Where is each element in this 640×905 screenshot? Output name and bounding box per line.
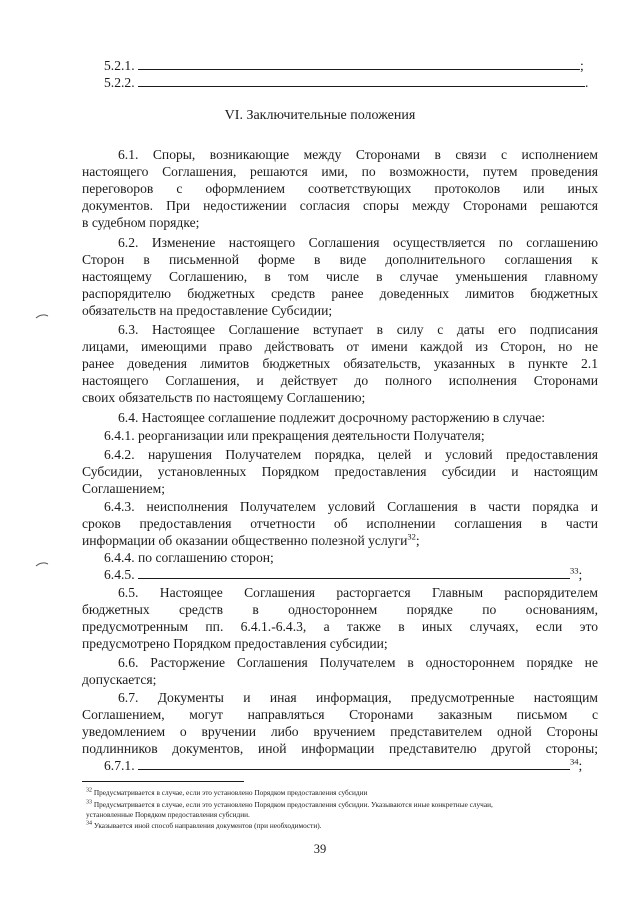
p6-3-line: лицами, имеющими право действовать от имени каждой из Сторон, но не xyxy=(82,339,598,354)
p6-5-line: бюджетных средств в одностороннем порядке по основаниям, xyxy=(82,602,598,617)
p6-7-line: подлинников документов, иной информации представителю другой стороны; xyxy=(82,741,598,756)
p6-3-line: ранее доведения лимитов бюджетных обязательств, указанных в пункте 2.1 xyxy=(82,356,598,371)
p6-7-line: 6.7. Документы и иная информация, предусмотренные настоящим xyxy=(118,690,598,705)
p6-2-line: Сторон в письменной форме в виде дополнительного соглашения к xyxy=(82,252,598,267)
p6-4-3-line-last xyxy=(82,532,420,549)
p6-3-line: своих обязательств по настоящему Соглашению; xyxy=(82,390,366,405)
p6-2-line: 6.2. Изменение настоящего Соглашения осуществляется по соглашению xyxy=(118,235,598,250)
p6-4-3-end: ; xyxy=(415,533,420,548)
item-5-2-1 xyxy=(104,57,584,74)
footnote-ref: 32 xyxy=(407,531,416,542)
blank-line xyxy=(138,757,570,770)
section-heading: VI. Заключительные положения xyxy=(224,108,416,123)
footnote-text: Указывается иной способ направления документов (при необходимости). xyxy=(92,821,322,830)
page-number: 39 xyxy=(313,842,327,856)
p6-4-3-text: информации об оказании общественно полезной услуги xyxy=(82,533,408,548)
item-number: 6.7.1. xyxy=(104,758,135,773)
p6-6-line: допускается; xyxy=(82,672,157,687)
footnote-number: 34 xyxy=(86,820,92,827)
footnote-text: Предусматривается в случае, если это установлено Порядком предоставления субсидии xyxy=(92,788,368,797)
item-number: 5.2.2. xyxy=(104,75,135,90)
p6-4-4-line: 6.4.4. по соглашению сторон; xyxy=(104,550,274,565)
p6-7-line: уведомлением о вручении либо вручением представителем одной Стороны xyxy=(82,724,598,739)
item-end: ; xyxy=(580,58,584,73)
p6-4-line: 6.4. Настоящее соглашение подлежит досрочному расторжению в случае: xyxy=(118,410,546,425)
scan-mark-icon xyxy=(35,312,49,320)
footnote-33-cont xyxy=(86,810,250,819)
scan-mark-icon xyxy=(35,560,49,568)
p6-1-line: настоящего Соглашения, решаются ими, по возможности, путем проведения xyxy=(82,164,598,179)
p6-2-line: настоящему Соглашению, в том числе в случае уменьшения главному xyxy=(82,269,598,284)
footnote-ref: 33 xyxy=(570,565,579,576)
p6-5-line: предусмотрено Порядком предоставления субсидии; xyxy=(82,636,388,651)
p6-1-line: переговоров с оформлением соответствующих протоколов или иных xyxy=(82,181,598,196)
p6-4-2-line: 6.4.2. нарушения Получателем порядка, целей и условий предоставления xyxy=(104,447,598,462)
p6-2-line: обязательств на предоставление Субсидии; xyxy=(82,303,333,318)
p6-7-1-line xyxy=(104,757,582,774)
footnote-33 xyxy=(86,800,493,809)
p6-4-5-line xyxy=(104,566,582,583)
p6-7-line: Соглашением, могут направляться Сторонами заказным письмом с xyxy=(82,707,598,722)
p6-6-line: 6.6. Расторжение Соглашения Получателем в одностороннем порядке не xyxy=(118,655,598,670)
item-end: ; xyxy=(578,758,583,773)
p6-1-line: документов. При недостижении согласия споры между Сторонами решаются xyxy=(82,198,598,213)
p6-5-line: предусмотренным пп. 6.4.1.-6.4.3, а также в иных случаях, если это xyxy=(82,619,598,634)
p6-4-3-line: 6.4.3. неисполнения Получателем условий Соглашения в части порядка и xyxy=(104,499,598,514)
p6-4-2-line: Соглашением; xyxy=(82,481,166,496)
p6-5-line: 6.5. Настоящее Соглашения расторгается Главным распорядителем xyxy=(118,585,598,600)
footnote-text: Предусматривается в случае, если это установлено Порядком предоставления субсидии. Указываются иные конкретные случаи, xyxy=(92,800,493,809)
p6-4-3-line: сроков предоставления отчетности об исполнении соглашения в части xyxy=(82,516,598,531)
item-number: 6.4.5. xyxy=(104,567,135,582)
item-end: ; xyxy=(578,567,583,582)
footnote-text: установленные Порядком предоставления субсидии. xyxy=(86,810,250,819)
p6-2-line: распорядителю бюджетных средств ранее доведенных лимитов бюджетных xyxy=(82,286,598,301)
p6-1-line: в судебном порядке; xyxy=(82,215,200,230)
item-number: 5.2.1. xyxy=(104,58,135,73)
footnote-number: 32 xyxy=(86,787,92,794)
p6-1-line: 6.1. Споры, возникающие между Сторонами в связи с исполнением xyxy=(118,147,598,162)
p6-3-line: 6.3. Настоящее Соглашение вступает в силу с даты его подписания xyxy=(118,322,598,337)
footnote-34 xyxy=(86,821,322,830)
item-end: . xyxy=(585,75,589,90)
p6-3-line: настоящего Соглашения, и действует до полного исполнения Сторонами xyxy=(82,373,598,388)
footnote-32 xyxy=(86,788,367,797)
footnote-separator xyxy=(82,781,244,782)
blank-line xyxy=(138,74,585,87)
item-5-2-2 xyxy=(104,74,588,91)
p6-4-1-line: 6.4.1. реорганизации или прекращения деятельности Получателя; xyxy=(104,428,485,443)
footnote-ref: 34 xyxy=(570,756,579,767)
blank-line xyxy=(138,57,580,70)
blank-line xyxy=(138,566,570,579)
p6-4-2-line: Субсидии, установленных Порядком предоставления субсидии и настоящим xyxy=(82,464,598,479)
footnote-number: 33 xyxy=(86,799,92,806)
